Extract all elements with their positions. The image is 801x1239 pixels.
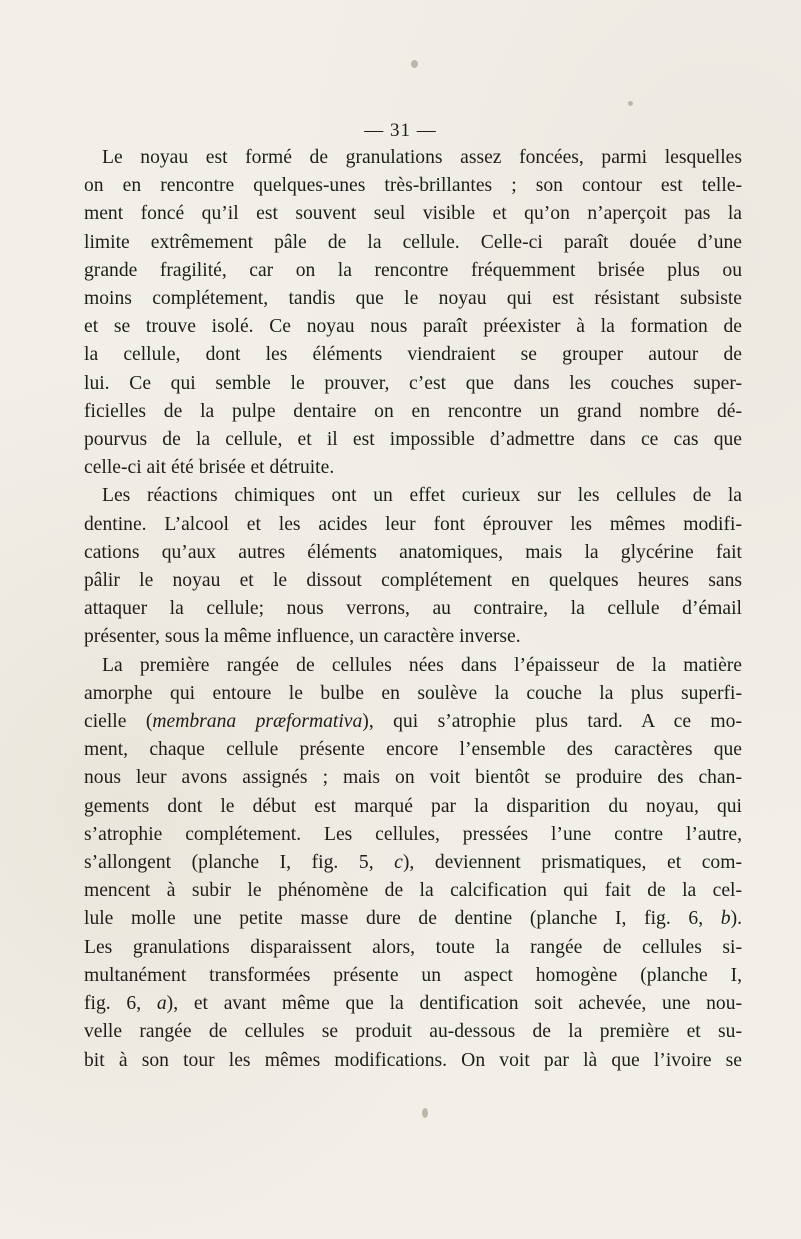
text-fragment: ), qui s’atrophie plus tard. A ce mo- [362, 711, 742, 733]
ink-speck [422, 1108, 428, 1118]
italic-term: membrana præformativa [152, 711, 363, 733]
text-fragment: ), et avant même que la dentification soit achevée, une nou- [166, 993, 742, 1015]
text-line: et se trouve isolé. Ce noyau nous paraît préexister à la formation de [84, 316, 742, 338]
text-line: La première rangée de cellules nées dans l’épaisseur de la matière [102, 654, 742, 676]
text-line: la cellule, dont les éléments viendraient se grouper autour de [84, 344, 742, 366]
text-line: moins complétement, tandis que le noyau qui est résistant subsiste [84, 288, 742, 310]
text-line [84, 990, 742, 1018]
italic-term: b [720, 908, 731, 930]
text-line: Le noyau est formé de granulations assez foncées, parmi lesquelles [102, 147, 742, 168]
text-line: Les granulations disparaissent alors, toute la rangée de cellules si- [84, 936, 742, 958]
text-line: nous leur avons assignés ; mais on voit bientôt se produire des chan- [84, 767, 742, 789]
text-line [84, 905, 742, 933]
italic-term: a [156, 993, 167, 1015]
text-line: bit à son tour les mêmes modifications. On voit par là que l’ivoire se [84, 1049, 742, 1071]
text-fragment: fig. 6, [84, 993, 157, 1015]
text-line: ficielles de la pulpe dentaire on en rencontre un grand nombre dé- [84, 400, 742, 422]
text-fragment: lule molle une petite masse dure de dentine (planche I, fig. 6, [84, 908, 721, 930]
text-line: ment foncé qu’il est souvent seul visible et qu’on n’aperçoit pas la [84, 203, 742, 225]
text-line: grande fragilité, car on la rencontre fréquemment brisée plus ou [84, 259, 742, 281]
text-fragment: ), deviennent prismatiques, et com- [402, 852, 742, 874]
text-line [84, 708, 742, 736]
text-line: on en rencontre quelques-unes très-brillantes ; son contour est telle- [84, 175, 742, 197]
page-number: — 31 — [364, 120, 437, 141]
text-fragment: s’allongent (planche I, fig. 5, [84, 852, 395, 874]
text-line: présenter, sous la même influence, un caractère inverse. [84, 626, 521, 648]
text-line: s’atrophie complétement. Les cellules, pressées l’une contre l’autre, [84, 823, 742, 845]
text-line: ment, chaque cellule présente encore l’ensemble des caractères que [84, 739, 742, 761]
ink-speck [628, 101, 633, 106]
text-line: limite extrêmement pâle de la cellule. Celle-ci paraît douée d’une [84, 231, 742, 253]
text-line: lui. Ce qui semble le prouver, c’est que dans les couches super- [84, 372, 742, 394]
text-line: Les réactions chimiques ont un effet curieux sur les cellules de la [102, 485, 742, 507]
text-line: gements dont le début est marqué par la disparition du noyau, qui [84, 795, 742, 817]
ink-speck [411, 60, 418, 68]
text-line: cations qu’aux autres éléments anatomiques, mais la glycérine fait [84, 541, 742, 563]
text-line: pourvus de la cellule, et il est impossible d’admettre dans ce cas que [84, 429, 742, 451]
text-line: dentine. L’alcool et les acides leur font éprouver les mêmes modifi- [84, 513, 742, 535]
text-line [84, 849, 742, 877]
italic-term: c [394, 852, 403, 874]
text-line: amorphe qui entoure le bulbe en soulève la couche la plus superfi- [84, 682, 742, 704]
text-line: celle-ci ait été brisée et détruite. [84, 457, 335, 479]
text-fragment: cielle ( [84, 711, 153, 733]
text-fragment: ). [730, 908, 742, 930]
text-line: velle rangée de cellules se produit au-dessous de la première et su- [84, 1021, 742, 1043]
text-line: mencent à subir le phénomène de la calcification qui fait de la cel- [84, 880, 742, 902]
text-line: pâlir le noyau et le dissout complétement en quelques heures sans [84, 570, 742, 592]
text-line: multanément transformées présente un aspect homogène (planche I, [84, 964, 742, 986]
body-text [84, 144, 742, 1075]
text-line: attaquer la cellule; nous verrons, au contraire, la cellule d’émail [84, 598, 742, 620]
